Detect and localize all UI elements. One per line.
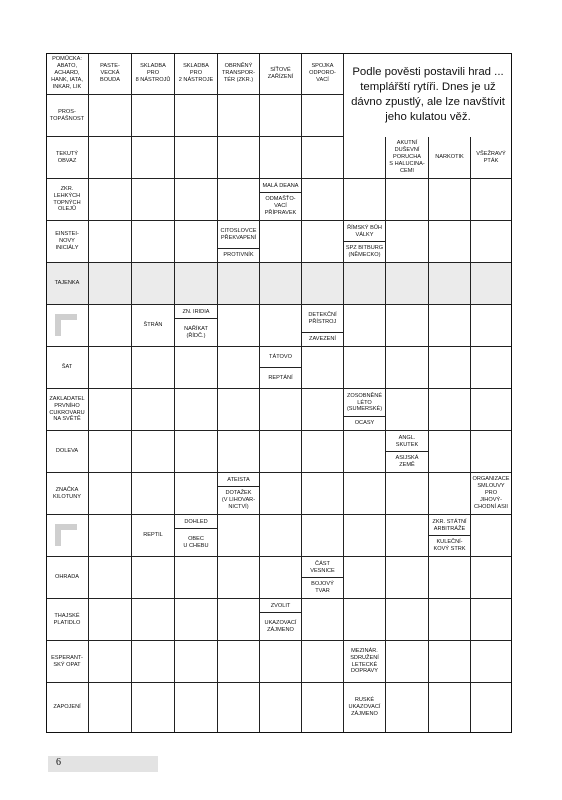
grid-cell[interactable]	[218, 137, 260, 179]
grid-cell[interactable]	[471, 431, 512, 473]
grid-cell[interactable]	[302, 389, 344, 431]
grid-cell[interactable]	[132, 389, 175, 431]
inner-clue: ČÁST VESNICE	[310, 560, 335, 574]
grid-cell[interactable]	[429, 683, 471, 733]
row-clue: PROS- TOPÁŠNOST	[49, 108, 85, 122]
grid-cell[interactable]	[386, 263, 429, 305]
grid-cell[interactable]	[302, 515, 344, 557]
inner-clue: ORGANIZACE SMLOUVY PRO JIHOVÝ- CHODNÍ ASII	[472, 476, 510, 510]
row-clue: ŠAT	[61, 364, 73, 371]
grid-cell[interactable]	[132, 263, 175, 305]
grid-cell[interactable]	[218, 95, 260, 137]
row-clue: OHRADA	[55, 574, 79, 581]
clue-cell	[302, 557, 344, 599]
grid-cell[interactable]	[260, 473, 302, 515]
inner-clue: ŠTRÁN	[143, 322, 163, 329]
clue-cell	[132, 53, 175, 95]
grid-cell[interactable]	[344, 305, 386, 347]
inner-clue: CITOSLOVCE PŘEKVAPENÍ	[220, 228, 257, 241]
clue-cell	[218, 221, 260, 263]
clue-cell	[46, 683, 89, 733]
grid-cell[interactable]	[218, 305, 260, 347]
grid-cell[interactable]	[260, 389, 302, 431]
grid-cell[interactable]	[175, 347, 218, 389]
grid-cell[interactable]	[218, 263, 260, 305]
inner-clue: MEZINÁR. SDRUŽENÍ LETECKÉ DOPRAVY	[350, 647, 379, 675]
grid-cell[interactable]	[260, 515, 302, 557]
grid-cell[interactable]	[260, 221, 302, 263]
grid-cell[interactable]	[175, 683, 218, 733]
grid-cell[interactable]	[429, 473, 471, 515]
grid-cell[interactable]	[344, 599, 386, 641]
clue-cell	[344, 389, 386, 431]
grid-cell[interactable]	[218, 599, 260, 641]
clue-cell	[302, 305, 344, 347]
header-clue: SPOJKA ODPORO- VACÍ	[309, 63, 336, 83]
inner-clue: OBEC U CHEBU	[175, 528, 217, 556]
crossword-grid	[46, 53, 512, 733]
clue-cell	[302, 53, 344, 95]
grid-cell[interactable]	[302, 641, 344, 683]
grid-cell[interactable]	[89, 599, 132, 641]
header-clue: OBRNĚNÝ TRANSPOR- TÉR (ZKR.)	[222, 63, 255, 83]
inner-clue: SPZ BITBURG (NĚMECKO)	[344, 241, 385, 262]
hint-clue: POMŮCKA: ABATO, ACHARD, HANK, IATA, INKAR, LIK	[51, 56, 83, 90]
clue-cell	[46, 473, 89, 515]
clue-cell	[132, 515, 175, 557]
grid-cell[interactable]	[89, 179, 132, 221]
grid-cell[interactable]	[175, 557, 218, 599]
inner-clue: MALÁ DEANA	[262, 182, 299, 189]
grid-cell[interactable]	[429, 263, 471, 305]
clue-cell	[46, 641, 89, 683]
grid-cell[interactable]	[302, 95, 344, 137]
clue-cell	[175, 53, 218, 95]
grid-cell[interactable]	[471, 599, 512, 641]
inner-clue: BOJOVÝ TVAR	[302, 577, 343, 598]
grid-cell[interactable]	[89, 515, 132, 557]
inner-clue: ZAVEZENÍ	[302, 332, 343, 346]
grid-cell[interactable]	[218, 683, 260, 733]
grid-cell[interactable]	[175, 179, 218, 221]
grid-cell[interactable]	[89, 431, 132, 473]
header-clue: PASTE- VECKÁ BOUDA	[100, 63, 120, 83]
clue-cell	[46, 137, 89, 179]
puzzle-sentence: Podle pověsti postavili hrad ... templářští rytíři. Dnes je už dávno zpustlý, ale lze navštívit jeho kulatou věž.	[344, 53, 512, 137]
inner-clue: AKUTNÍ DUŠEVNÍ PORUCHA S HALUCINA- CEMI	[389, 140, 425, 174]
grid-cell[interactable]	[344, 263, 386, 305]
clue-cell	[46, 389, 89, 431]
inner-clue: KULEČNÍ- KOVÝ STRK	[429, 535, 470, 556]
grid-cell[interactable]	[471, 305, 512, 347]
grid-cell[interactable]	[260, 683, 302, 733]
grid-cell[interactable]	[132, 347, 175, 389]
clue-cell	[218, 53, 260, 95]
grid-cell[interactable]	[218, 641, 260, 683]
clue-cell	[46, 53, 89, 95]
clue-cell	[260, 347, 302, 389]
inner-clue: RUSKÉ UKAZOVACÍ ZÁJMENO	[348, 697, 381, 717]
clue-cell	[46, 431, 89, 473]
grid-cell[interactable]	[132, 599, 175, 641]
grid-cell[interactable]	[344, 431, 386, 473]
grid-cell[interactable]	[302, 263, 344, 305]
grid-cell[interactable]	[471, 389, 512, 431]
grid-cell[interactable]	[89, 137, 132, 179]
grid-cell[interactable]	[386, 221, 429, 263]
grid-cell[interactable]	[132, 221, 175, 263]
grid-cell[interactable]	[344, 515, 386, 557]
grid-cell[interactable]	[386, 683, 429, 733]
grid-cell[interactable]	[89, 95, 132, 137]
grid-cell[interactable]	[89, 221, 132, 263]
inner-clue: ŘÍMSKÝ BŮH VÁLKY	[347, 224, 382, 238]
clue-cell	[429, 515, 471, 557]
page-number: 6	[56, 757, 61, 768]
inner-clue: ODMAŠŤO- VACÍ PŘÍPRAVEK	[260, 192, 301, 220]
inner-clue: ZVOLIT	[270, 602, 291, 609]
inner-clue: ZKR. STÁTNÍ ARBITRÁŽE	[432, 518, 467, 532]
grid-cell[interactable]	[175, 263, 218, 305]
grid-cell[interactable]	[132, 473, 175, 515]
grid-cell[interactable]	[386, 179, 429, 221]
clue-cell	[46, 599, 89, 641]
grid-cell[interactable]	[132, 683, 175, 733]
grid-cell[interactable]	[89, 305, 132, 347]
clue-cell	[46, 347, 89, 389]
row-clue: TEKUTÝ OBVAZ	[55, 150, 79, 164]
inner-clue: UKAZOVACÍ ZÁJMENO	[260, 612, 301, 640]
grid-cell[interactable]	[175, 473, 218, 515]
clue-cell	[386, 137, 429, 179]
grid-cell[interactable]	[175, 95, 218, 137]
row-clue: ZKR. LEHKÝCH TOPNÝCH OLEJŮ	[53, 185, 81, 213]
grid-cell[interactable]	[89, 683, 132, 733]
grid-cell[interactable]	[218, 179, 260, 221]
header-clue: SÍŤOVÉ ZAŘÍZENÍ	[267, 66, 294, 80]
grid-cell[interactable]	[429, 641, 471, 683]
row-clue: ZAPOJENÍ	[53, 704, 81, 711]
grid-cell[interactable]	[471, 641, 512, 683]
grid-cell[interactable]	[302, 347, 344, 389]
row-clue: THAJSKÉ PLATIDLO	[53, 612, 81, 626]
grid-cell[interactable]	[132, 431, 175, 473]
grid-cell[interactable]	[302, 221, 344, 263]
inner-clue: NAŘÍKAT (ŘÍDČ.)	[175, 318, 217, 346]
grid-cell[interactable]	[132, 557, 175, 599]
grid-cell[interactable]	[218, 557, 260, 599]
row-clue: DOLEVA	[55, 448, 79, 455]
inner-clue: DOTAŽEK (V LIHOVAR- NICTVÍ)	[218, 486, 259, 514]
grid-cell[interactable]	[344, 473, 386, 515]
row-clue: ESPERANT- SKÝ OPAT	[51, 654, 83, 668]
grid-cell[interactable]	[386, 305, 429, 347]
clue-cell	[429, 137, 471, 179]
grid-cell[interactable]	[260, 137, 302, 179]
clue-cell	[46, 263, 89, 305]
row-clue: ZAKLADATEL PRVNÍHO CUKROVARU NA SVĚTĚ	[49, 395, 85, 423]
page-footer-bar	[48, 756, 158, 772]
clue-cell	[218, 473, 260, 515]
grid-cell[interactable]	[471, 263, 512, 305]
clue-cell	[132, 305, 175, 347]
grid-cell[interactable]	[89, 389, 132, 431]
grid-cell[interactable]	[175, 431, 218, 473]
clue-cell	[260, 179, 302, 221]
grid-cell[interactable]	[175, 599, 218, 641]
grid-cell[interactable]	[429, 221, 471, 263]
grid-cell[interactable]	[429, 389, 471, 431]
grid-cell[interactable]	[471, 515, 512, 557]
grid-cell[interactable]	[386, 599, 429, 641]
grid-cell[interactable]	[386, 557, 429, 599]
clue-cell	[175, 305, 218, 347]
clue-cell	[46, 221, 89, 263]
header-clue: SKLADBA PRO 2 NÁSTROJE	[178, 63, 214, 83]
grid-cell[interactable]	[429, 305, 471, 347]
inner-clue: NARKOTIK	[435, 154, 464, 161]
clue-cell	[386, 431, 429, 473]
inner-clue: TÁTOVO	[269, 354, 292, 361]
grid-cell[interactable]	[471, 179, 512, 221]
clue-cell	[46, 95, 89, 137]
grid-cell[interactable]	[89, 641, 132, 683]
grid-cell[interactable]	[344, 179, 386, 221]
grid-cell[interactable]	[89, 263, 132, 305]
inner-clue: ZOSOBNĚNÉ LÉTO (SUMERSKÉ)	[346, 392, 383, 413]
grid-cell[interactable]	[386, 347, 429, 389]
grid-cell[interactable]	[386, 389, 429, 431]
grid-cell[interactable]	[218, 347, 260, 389]
header-clue: SKLADBA PRO 8 NÁSTROJŮ	[135, 63, 171, 83]
grid-cell[interactable]	[89, 473, 132, 515]
clue-cell	[89, 53, 132, 95]
grid-cell[interactable]	[344, 347, 386, 389]
grid-cell[interactable]	[429, 599, 471, 641]
grid-cell[interactable]	[175, 221, 218, 263]
grid-cell[interactable]	[386, 473, 429, 515]
grid-cell[interactable]	[302, 137, 344, 179]
grid-cell[interactable]	[132, 641, 175, 683]
grid-cell[interactable]	[175, 137, 218, 179]
grid-cell[interactable]	[89, 557, 132, 599]
start-marker-cell	[46, 305, 89, 347]
grid-cell[interactable]	[260, 263, 302, 305]
grid-cell[interactable]	[302, 599, 344, 641]
grid-cell[interactable]	[132, 95, 175, 137]
grid-cell[interactable]	[302, 179, 344, 221]
inner-clue: DETEKČNÍ PŘÍSTROJ	[308, 312, 337, 325]
inner-clue: ASIJSKÁ ZEMĚ	[386, 451, 428, 472]
grid-cell[interactable]	[218, 389, 260, 431]
grid-cell[interactable]	[175, 389, 218, 431]
clue-cell	[46, 179, 89, 221]
inner-clue: REPTÁNÍ	[260, 367, 301, 388]
grid-cell[interactable]	[132, 179, 175, 221]
grid-cell[interactable]	[429, 179, 471, 221]
row-clue: EINSTEI- NOVY INICIÁLY	[55, 231, 79, 251]
grid-cell[interactable]	[89, 347, 132, 389]
grid-cell[interactable]	[471, 347, 512, 389]
corner-marker-icon	[55, 314, 77, 336]
grid-cell[interactable]	[302, 683, 344, 733]
grid-cell[interactable]	[132, 137, 175, 179]
grid-cell[interactable]	[344, 137, 386, 179]
grid-cell[interactable]	[260, 557, 302, 599]
grid-cell[interactable]	[302, 473, 344, 515]
grid-cell[interactable]	[471, 557, 512, 599]
corner-marker-icon	[55, 524, 77, 546]
grid-cell[interactable]	[302, 431, 344, 473]
grid-cell[interactable]	[429, 347, 471, 389]
inner-clue: ATEISTA	[227, 476, 250, 483]
grid-cell[interactable]	[218, 431, 260, 473]
clue-cell	[344, 683, 386, 733]
grid-cell[interactable]	[218, 515, 260, 557]
clue-cell	[471, 137, 512, 179]
clue-cell	[344, 221, 386, 263]
grid-cell[interactable]	[260, 305, 302, 347]
grid-cell[interactable]	[386, 515, 429, 557]
grid-cell[interactable]	[386, 641, 429, 683]
start-marker-cell	[46, 515, 89, 557]
inner-clue: ANGL. SKUTEK	[395, 434, 419, 448]
grid-cell[interactable]	[344, 557, 386, 599]
row-clue: TAJENKA	[54, 280, 80, 287]
grid-cell[interactable]	[260, 95, 302, 137]
grid-cell[interactable]	[260, 641, 302, 683]
row-clue: ZNAČKA KILOTUNY	[53, 486, 81, 500]
grid-cell[interactable]	[260, 431, 302, 473]
clue-cell	[471, 473, 512, 515]
inner-clue: REPTIL	[143, 532, 163, 539]
grid-cell[interactable]	[471, 683, 512, 733]
grid-cell[interactable]	[429, 557, 471, 599]
grid-cell[interactable]	[175, 641, 218, 683]
clue-cell	[344, 641, 386, 683]
clue-cell	[175, 515, 218, 557]
inner-clue: OCASY	[344, 416, 385, 430]
clue-cell	[46, 557, 89, 599]
inner-clue: VŠEŽRAVÝ PTÁK	[476, 150, 506, 164]
inner-clue: ZN. IRIDIA	[182, 308, 210, 315]
grid-cell[interactable]	[471, 221, 512, 263]
inner-clue: DOHLED	[184, 518, 208, 525]
inner-clue: PROTIVNÍK	[218, 248, 259, 262]
clue-cell	[260, 599, 302, 641]
grid-cell[interactable]	[429, 431, 471, 473]
clue-cell	[260, 53, 302, 95]
